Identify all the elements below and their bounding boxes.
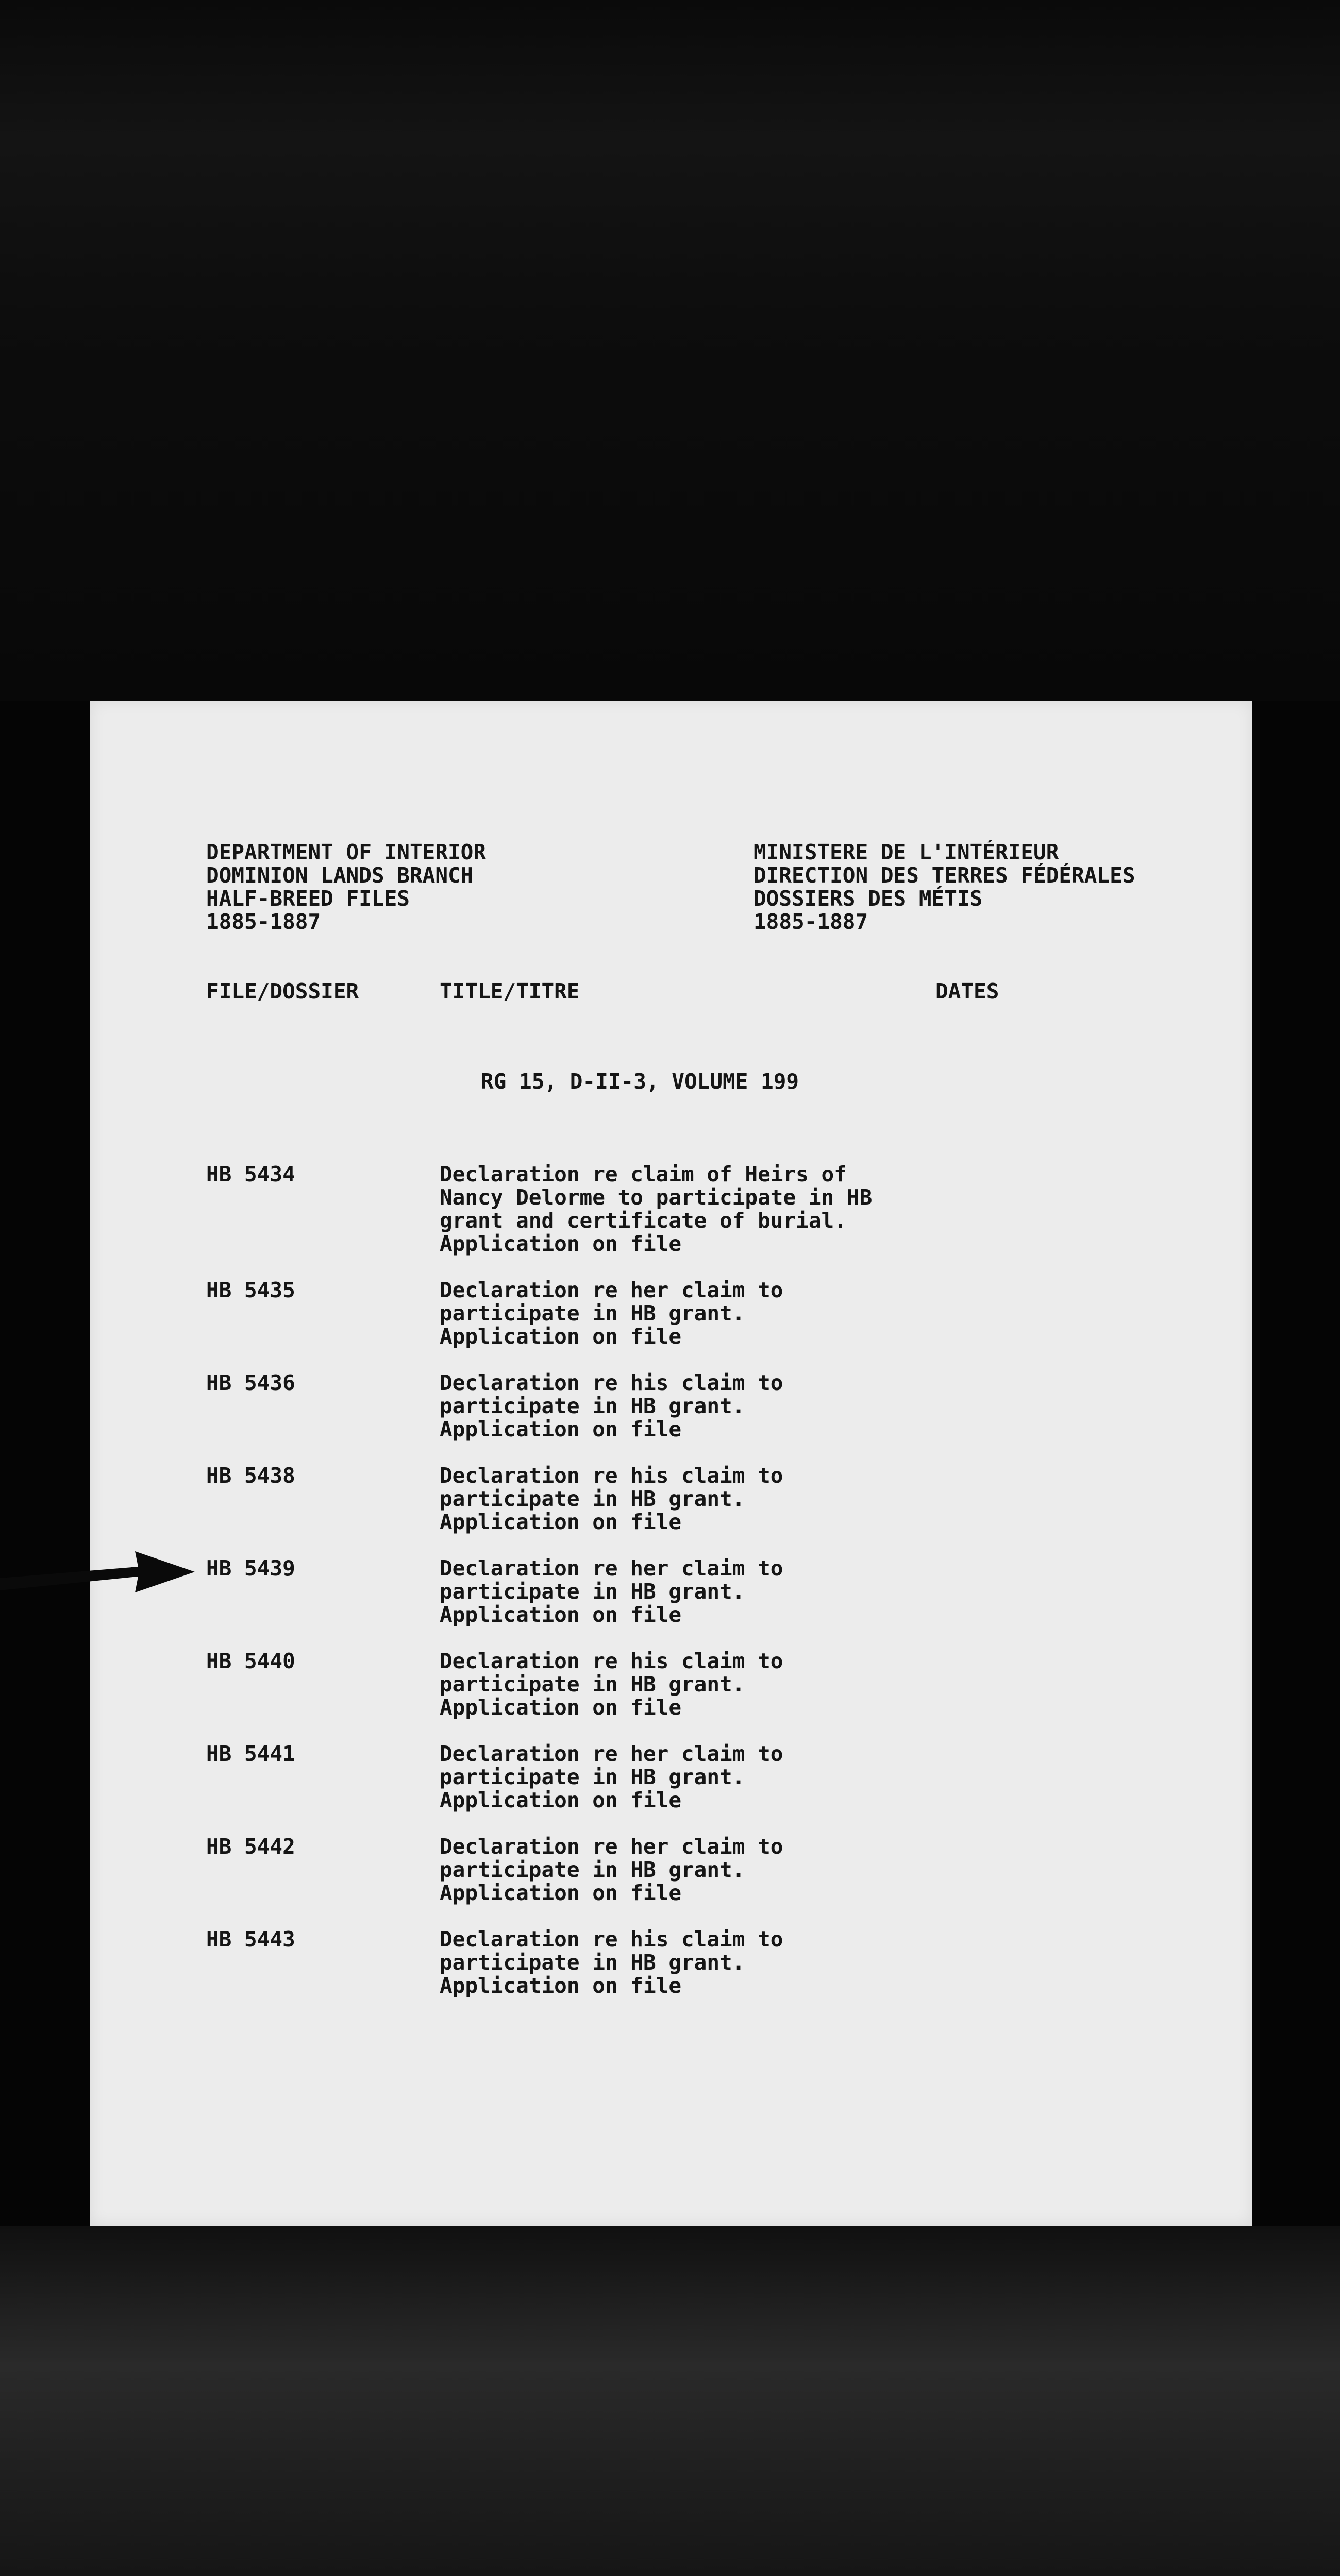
entry-title-line: Declaration re claim of Heirs of — [440, 1162, 847, 1187]
header-branch-en: DOMINION LANDS BRANCH — [206, 863, 474, 888]
entry-file-number: HB 5442 — [206, 1834, 295, 1859]
entry-file-number: HB 5439 — [206, 1556, 295, 1581]
column-header-file: FILE/DOSSIER — [206, 979, 359, 1004]
header-files-fr: DOSSIERS DES MÉTIS — [753, 886, 983, 911]
volume-reference: RG 15, D-II-3, VOLUME 199 — [481, 1069, 799, 1094]
entry-title-line: participate in HB grant. — [440, 1579, 745, 1604]
entry-title-line: Application on file — [440, 1231, 681, 1256]
entry-title-line: participate in HB grant. — [440, 1950, 745, 1975]
arrow-right-icon — [0, 1548, 196, 1595]
entry-title-line: Declaration re her claim to — [440, 1741, 783, 1766]
entry-file-number: HB 5440 — [206, 1649, 295, 1673]
entry-file-number: HB 5438 — [206, 1463, 295, 1488]
entry-title-line: Declaration re her claim to — [440, 1278, 783, 1302]
entry-title-line: participate in HB grant. — [440, 1486, 745, 1511]
entry-title-line: Application on file — [440, 1880, 681, 1905]
entry-title-line: Application on file — [440, 1324, 681, 1349]
entry-title-line: Application on file — [440, 1417, 681, 1442]
header-files-en: HALF-BREED FILES — [206, 886, 410, 911]
header-branch-fr: DIRECTION DES TERRES FÉDÉRALES — [753, 863, 1135, 888]
entry-title-line: Declaration re her claim to — [440, 1556, 783, 1581]
entry-title-line: Declaration re her claim to — [440, 1834, 783, 1859]
entry-file-number: HB 5435 — [206, 1278, 295, 1302]
entry-title-line: Declaration re his claim to — [440, 1649, 783, 1673]
entry-title-line: participate in HB grant. — [440, 1394, 745, 1418]
column-header-dates: DATES — [935, 979, 999, 1004]
column-header-title: TITLE/TITRE — [440, 979, 580, 1004]
entry-title-line: participate in HB grant. — [440, 1857, 745, 1882]
entry-file-number: HB 5441 — [206, 1741, 295, 1766]
entry-title-line: participate in HB grant. — [440, 1672, 745, 1697]
entry-title-line: Declaration re his claim to — [440, 1927, 783, 1952]
entry-title-line: Application on file — [440, 1602, 681, 1627]
entry-title-line: Application on file — [440, 1788, 681, 1812]
microfilm-bottom-margin — [0, 2226, 1340, 2576]
entry-title-line: Application on file — [440, 1510, 681, 1534]
document-page — [90, 701, 1252, 2226]
header-years-en: 1885-1887 — [206, 909, 321, 934]
header-years-fr: 1885-1887 — [753, 909, 868, 934]
entry-title-line: Application on file — [440, 1695, 681, 1720]
entry-title-line: Declaration re his claim to — [440, 1463, 783, 1488]
entry-title-line: participate in HB grant. — [440, 1765, 745, 1789]
entry-title-line: Application on file — [440, 1973, 681, 1998]
entry-file-number: HB 5436 — [206, 1370, 295, 1395]
entry-file-number: HB 5443 — [206, 1927, 295, 1952]
microfilm-top-margin — [0, 0, 1340, 701]
entry-file-number: HB 5434 — [206, 1162, 295, 1187]
entry-title-line: participate in HB grant. — [440, 1301, 745, 1326]
entry-title-line: Nancy Delorme to participate in HB — [440, 1185, 873, 1210]
entry-title-line: Declaration re his claim to — [440, 1370, 783, 1395]
header-dept-fr: MINISTERE DE L'INTÉRIEUR — [753, 840, 1059, 865]
entry-title-line: grant and certificate of burial. — [440, 1208, 847, 1233]
header-dept-en: DEPARTMENT OF INTERIOR — [206, 840, 487, 865]
